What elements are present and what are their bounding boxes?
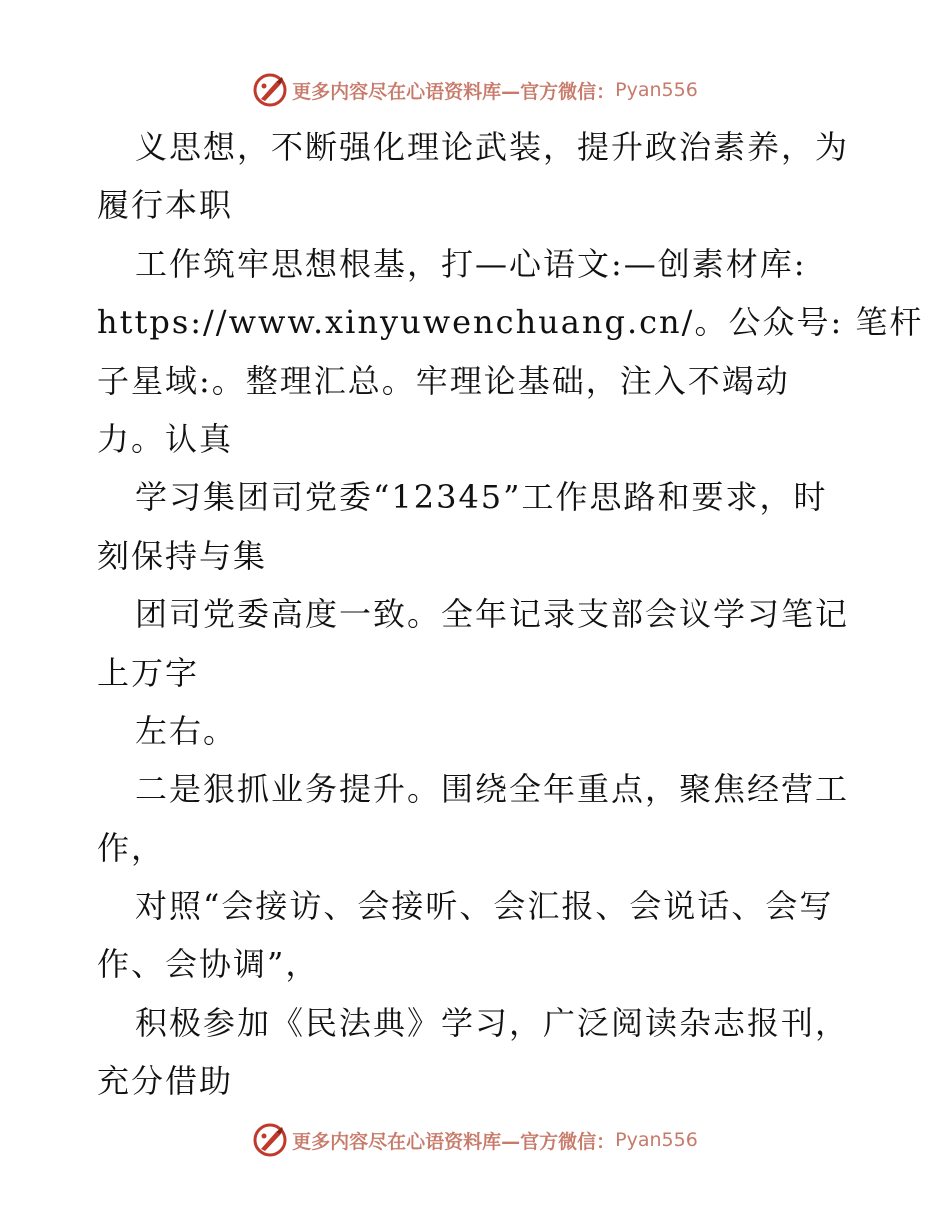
body-line: 二是狠抓业务提升。围绕全年重点，聚焦经营工 xyxy=(135,770,850,809)
quill-logo-icon xyxy=(252,72,288,108)
body-line: 力。认真 xyxy=(97,419,234,458)
footer-banner xyxy=(0,1120,950,1160)
body-line: 工作筑牢思想根基，打—心语文:—创素材库: xyxy=(135,244,807,283)
document-body xyxy=(97,118,924,1111)
body-line: 对照“会接访、会接听、会汇报、会说话、会写 xyxy=(135,887,834,926)
body-line: 充分借助 xyxy=(97,1062,234,1101)
footer-banner-contact: Pyan556 xyxy=(615,1129,698,1151)
header-banner-text: 更多内容尽在心语资料库—官方微信： xyxy=(292,80,616,103)
body-line: 义思想，不断强化理论武装，提升政治素养，为 xyxy=(135,128,850,166)
body-line: 左右。 xyxy=(135,711,238,750)
body-line: 作、会协调”， xyxy=(97,945,320,984)
header-banner-contact: Pyan556 xyxy=(615,79,698,101)
body-line: 刻保持与集 xyxy=(97,536,268,575)
footer-banner-text: 更多内容尽在心语资料库—官方微信： xyxy=(292,1130,616,1153)
body-line: 团司党委高度一致。全年记录支部会议学习笔记 xyxy=(135,595,850,634)
header-banner xyxy=(0,70,950,110)
body-line: 作， xyxy=(97,828,166,867)
quill-logo-icon xyxy=(252,1122,288,1158)
body-line: 子星域:。整理汇总。牢理论基础，注入不竭动 xyxy=(97,361,790,400)
body-line: 积极参加《民法典》学习，广泛阅读杂志报刊， xyxy=(135,1003,850,1042)
body-line: 上万字 xyxy=(97,653,200,692)
body-line: 学习集团司党委“12345”工作思路和要求，时 xyxy=(135,478,828,517)
body-line: https://www.xinyuwenchuang.cn/。公众号: 笔杆 xyxy=(97,303,924,342)
body-line: 履行本职 xyxy=(97,186,234,225)
